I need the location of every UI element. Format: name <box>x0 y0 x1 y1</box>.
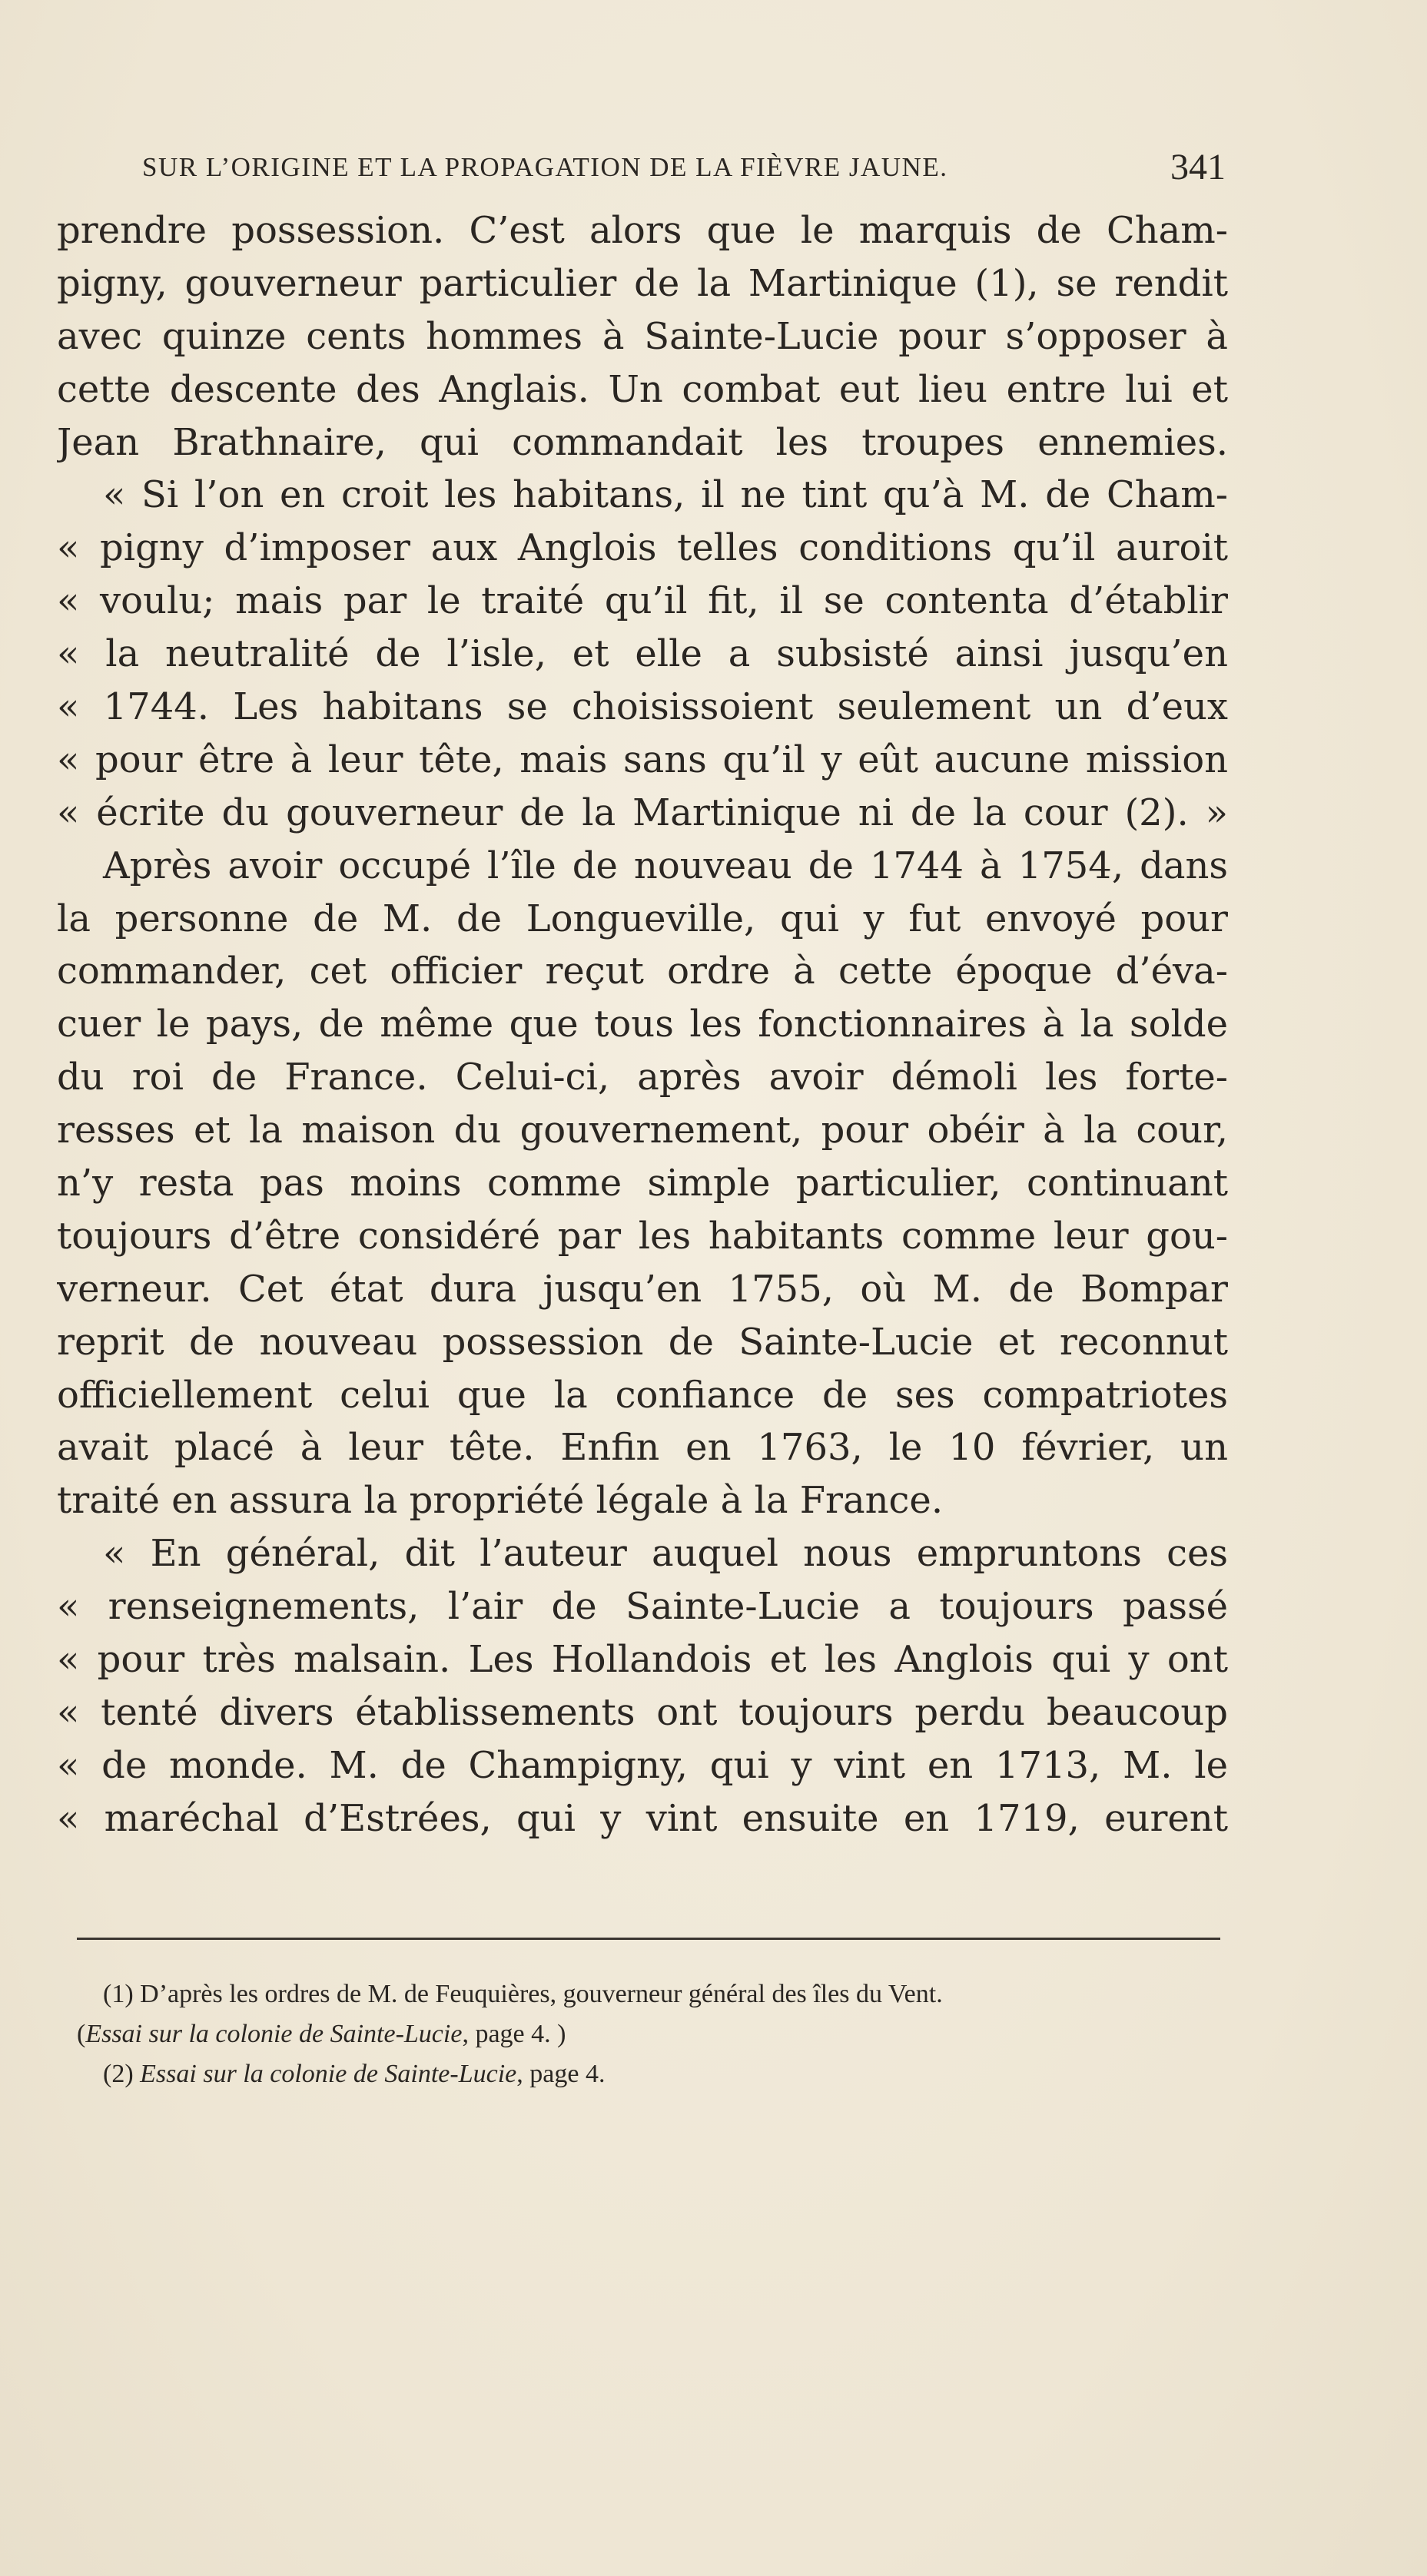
footnote-1-line-1 <box>77 1974 1230 2014</box>
text-line: resses et la maison du gouvernement, pour obéir à la cour, <box>57 1109 1228 1152</box>
text-line: « de monde. M. de Champigny, qui y vint en 1713, M. le <box>57 1743 1228 1787</box>
footnote-1-open: ( <box>77 2020 86 2048</box>
footnote-divider <box>77 1938 1220 1940</box>
text-line: « Si l’on en croit les habitans, il ne tint qu’à M. de Cham- <box>103 473 1228 517</box>
footnote-1-page: , page 4. ) <box>462 2020 566 2048</box>
text-line: « pour être à leur tête, mais sans qu’il y eût aucune mission <box>57 738 1228 781</box>
footnote-2-source-title: Essai sur la colonie de Sainte-Lucie <box>140 2060 517 2088</box>
footnote-2 <box>77 2054 1230 2094</box>
text-line: « maréchal d’Estrées, qui y vint ensuite en 1719, eurent <box>57 1796 1228 1840</box>
body-text <box>57 204 1228 1845</box>
text-line: Après avoir occupé l’île de nouveau de 1744 à 1754, dans <box>103 844 1228 887</box>
footnote-1-line-2 <box>77 2014 1230 2054</box>
text-line: prendre possession. C’est alors que le marquis de Cham- <box>57 209 1228 252</box>
text-line: « En général, dit l’auteur auquel nous empruntons ces <box>103 1532 1228 1576</box>
text-line: avec quinze cents hommes à Sainte-Lucie pour s’opposer à <box>57 314 1228 358</box>
text-line: du roi de France. Celui-ci, après avoir démoli les forte- <box>57 1056 1228 1099</box>
footnote-1-source-title: Essai sur la colonie de Sainte-Lucie <box>85 2020 463 2048</box>
text-line: cuer le pays, de même que tous les fonctionnaires à la solde <box>57 1003 1228 1046</box>
text-line: « renseignements, l’air de Sainte-Lucie a toujours passé <box>57 1585 1228 1629</box>
footnote-2-page: , page 4. <box>516 2060 606 2088</box>
text-line: « la neutralité de l’isle, et elle a subsisté ainsi jusqu’en <box>57 632 1228 676</box>
text-line: « pour très malsain. Les Hollandois et les Anglois qui y ont <box>57 1638 1228 1682</box>
footnote-2-number: (2) <box>103 2060 141 2088</box>
text-line: toujours d’être considéré par les habitants comme leur gou- <box>57 1214 1228 1258</box>
text-line: avait placé à leur tête. Enfin en 1763, le 10 février, un <box>57 1426 1228 1470</box>
text-line: la personne de M. de Longueville, qui y fut envoyé pour <box>57 897 1228 940</box>
text-line: « écrite du gouverneur de la Martinique ni de la cour (2). » <box>57 791 1228 834</box>
text-line: n’y resta pas moins comme simple particulier, continuant <box>57 1162 1228 1205</box>
text-line: Jean Brathnaire, qui commandait les troupes ennemies. <box>57 420 1228 464</box>
footnote-1-text: (1) D’après les ordres de M. de Feuquières, gouverneur général des îles du Vent. <box>103 1980 943 2008</box>
text-line: commander, cet officier reçut ordre à cette époque d’éva- <box>57 950 1228 993</box>
text-line: officiellement celui que la confiance de ses compatriotes <box>57 1373 1228 1417</box>
running-title: SUR L’ORIGINE ET LA PROPAGATION DE LA FIÈVRE JAUNE. <box>142 152 948 182</box>
text-line: « tenté divers établissements ont toujours perdu beaucoup <box>57 1690 1228 1734</box>
page-number: 341 <box>1170 147 1226 187</box>
text-line: pigny, gouverneur particulier de la Martinique (1), se rendit <box>57 261 1228 305</box>
text-line: traité en assura la propriété légale à la France. <box>57 1479 944 1523</box>
text-line: reprit de nouveau possession de Sainte-Lucie et reconnut <box>57 1320 1228 1364</box>
text-line: « pigny d’imposer aux Anglois telles conditions qu’il auroit <box>57 526 1228 570</box>
text-line: verneur. Cet état dura jusqu’en 1755, où M. de Bompar <box>57 1267 1228 1311</box>
footnotes <box>77 1974 1230 2094</box>
text-line: « voulu; mais par le traité qu’il fit, il se contenta d’établir <box>57 579 1228 623</box>
text-line: « 1744. Les habitans se choisissoient seulement un d’eux <box>57 685 1228 729</box>
text-line: cette descente des Anglais. Un combat eut lieu entre lui et <box>57 367 1228 411</box>
page-header <box>142 148 1226 194</box>
